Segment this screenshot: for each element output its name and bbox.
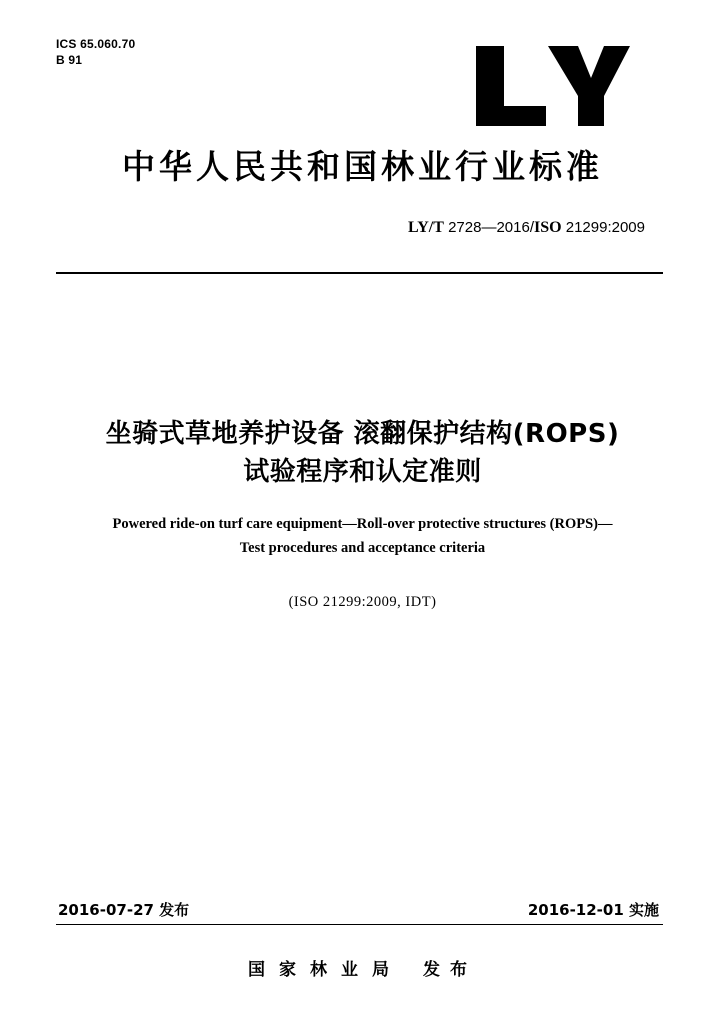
organization-title: 中华人民共和国林业行业标准 [122,147,603,186]
publisher-name: 国家林业局 [248,960,403,980]
english-title-line-2: Test procedures and acceptance criteria [239,540,486,556]
standard-number-main: 2728—2016/ [443,219,534,236]
ccs-code: B 91 [56,53,83,67]
iso-equivalence: (ISO 21299:2009, IDT) [288,594,437,610]
standard-number [408,218,645,238]
standard-number-iso-rest: 21299:2009 [561,219,645,236]
publisher-action: 发布 [423,960,477,980]
ics-code: ICS 65.060.70 [56,37,136,51]
issue-date: 2016-07-27 发布 [58,901,190,919]
standard-number-prefix: LY/T [408,219,444,236]
implementation-date: 2016-12-01 实施 [527,901,659,919]
english-title-line-1: Powered ride-on turf care equipment—Roll-over protective structures (ROPS)— [112,516,613,532]
chinese-title-line-2: 试验程序和认定准则 [243,457,482,487]
footer-divider [56,924,663,925]
publisher [0,958,725,982]
header-divider [56,272,663,274]
ly-logo [470,34,630,134]
chinese-title-line-1: 坐骑式草地养护设备 滚翻保护结构(ROPS) [105,419,620,449]
english-title [0,512,725,560]
classification-block [56,36,135,68]
ly-logo-graphic [470,34,630,134]
standard-number-iso: ISO [534,219,562,236]
chinese-title [0,415,725,491]
